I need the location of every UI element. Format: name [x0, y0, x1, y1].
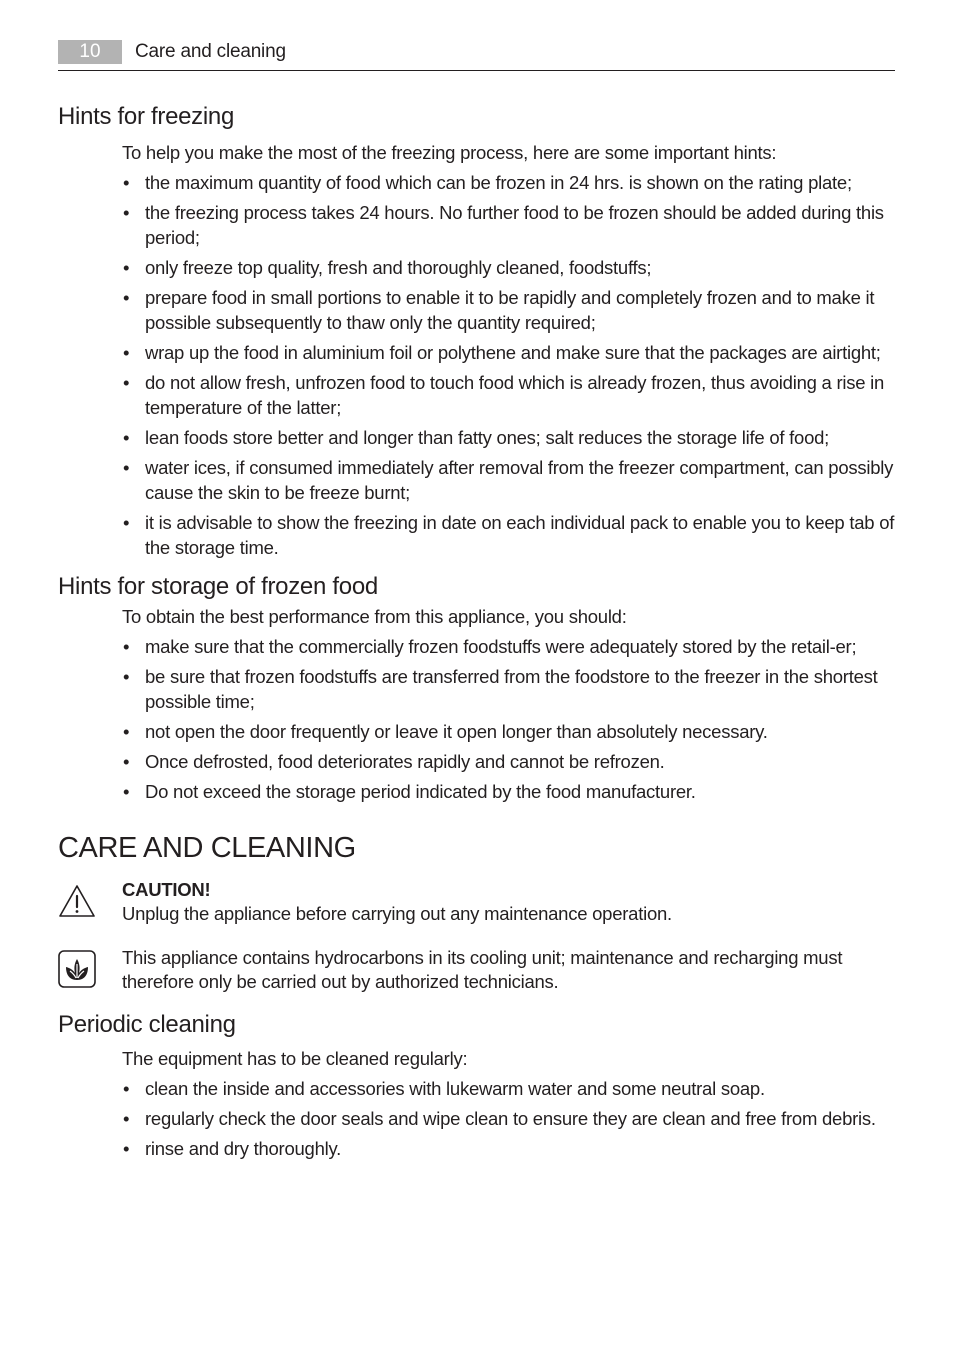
- list-hints-freezing: [58, 170, 898, 560]
- environment-flower-icon: [58, 950, 96, 993]
- running-header-title: Care and cleaning: [135, 41, 286, 62]
- list-item: • prepare food in small portions to enable it to be rapidly and completely frozen and to make it possible subsequently to thaw only the quantity required;: [123, 287, 875, 333]
- page-header: [58, 40, 895, 71]
- list-item: • not open the door frequently or leave it open longer than absolutely necessary.: [123, 721, 768, 742]
- list-hints-storage: [58, 634, 898, 804]
- environment-text: This appliance contains hydrocarbons in its cooling unit; maintenance and recharging must therefore only be carried out by authorized technicians.: [122, 947, 843, 992]
- intro-hints-storage: To obtain the best performance from this appliance, you should:: [122, 606, 627, 627]
- heading-hints-freezing: Hints for freezing: [58, 103, 235, 130]
- list-item: • rinse and dry thoroughly.: [123, 1138, 341, 1159]
- bullet-icon: •: [123, 781, 130, 802]
- bullet-icon: •: [123, 721, 130, 742]
- heading-periodic-cleaning: Periodic cleaning: [58, 1011, 236, 1038]
- bullet-icon: •: [123, 666, 130, 687]
- list-item: • water ices, if consumed immediately after removal from the freezer compartment, can possibly cause the skin to be freeze burnt;: [123, 457, 894, 503]
- bullet-icon: •: [123, 512, 130, 533]
- list-item: • the freezing process takes 24 hours. No further food to be frozen should be added during this period;: [123, 202, 884, 248]
- list-item: • wrap up the food in aluminium foil or polythene and make sure that the packages are airtight;: [123, 342, 881, 363]
- list-item: • do not allow fresh, unfrozen food to touch food which is already frozen, thus avoiding a rise in temperature of the latter;: [123, 372, 885, 418]
- bullet-icon: •: [123, 172, 130, 193]
- section-periodic-cleaning: [58, 1008, 898, 1161]
- list-item: • be sure that frozen foodstuffs are transferred from the foodstore to the freezer in the shortest possible time;: [123, 666, 878, 712]
- caution-notice: [58, 878, 898, 928]
- list-item: • Do not exceed the storage period indicated by the food manufacturer.: [123, 781, 696, 802]
- intro-periodic-cleaning: The equipment has to be cleaned regularly:: [122, 1048, 468, 1069]
- bullet-icon: •: [123, 372, 130, 393]
- bullet-icon: •: [123, 1108, 130, 1129]
- list-item: • it is advisable to show the freezing in date on each individual pack to enable you to keep tab of the storage time.: [123, 512, 895, 558]
- heading-hints-storage: Hints for storage of frozen food: [58, 573, 378, 600]
- bullet-icon: •: [123, 257, 130, 278]
- bullet-icon: •: [123, 1078, 130, 1099]
- bullet-icon: •: [123, 457, 130, 478]
- list-item: • the maximum quantity of food which can be frozen in 24 hrs. is shown on the rating plate;: [123, 172, 852, 193]
- list-item: • lean foods store better and longer than fatty ones; salt reduces the storage life of food;: [123, 427, 830, 448]
- list-item: • only freeze top quality, fresh and thoroughly cleaned, foodstuffs;: [123, 257, 652, 278]
- section-hints-storage: [58, 570, 898, 804]
- list-item: • Once defrosted, food deteriorates rapidly and cannot be refrozen.: [123, 751, 665, 772]
- bullet-icon: •: [123, 1138, 130, 1159]
- environment-notice: [58, 946, 898, 996]
- page-content: [58, 100, 898, 1161]
- list-item: • clean the inside and accessories with lukewarm water and some neutral soap.: [123, 1078, 765, 1099]
- bullet-icon: •: [123, 287, 130, 308]
- heading-care-cleaning: CARE AND CLEANING: [58, 832, 356, 864]
- bullet-icon: •: [123, 202, 130, 223]
- warning-triangle-icon: [58, 884, 96, 923]
- list-item: • make sure that the commercially frozen foodstuffs were adequately stored by the retail-er;: [123, 636, 857, 657]
- caution-text: Unplug the appliance before carrying out any maintenance operation.: [122, 903, 672, 924]
- bullet-icon: •: [123, 342, 130, 363]
- list-item: • regularly check the door seals and wipe clean to ensure they are clean and free from debris.: [123, 1108, 876, 1129]
- page-number: 10: [58, 40, 122, 64]
- bullet-icon: •: [123, 636, 130, 657]
- intro-hints-freezing: To help you make the most of the freezing process, here are some important hints:: [122, 142, 777, 163]
- bullet-icon: •: [123, 427, 130, 448]
- section-hints-freezing: [58, 100, 898, 560]
- list-periodic-cleaning: [58, 1076, 898, 1161]
- section-care-cleaning: [58, 828, 898, 996]
- caution-label: CAUTION!: [122, 879, 211, 900]
- bullet-icon: •: [123, 751, 130, 772]
